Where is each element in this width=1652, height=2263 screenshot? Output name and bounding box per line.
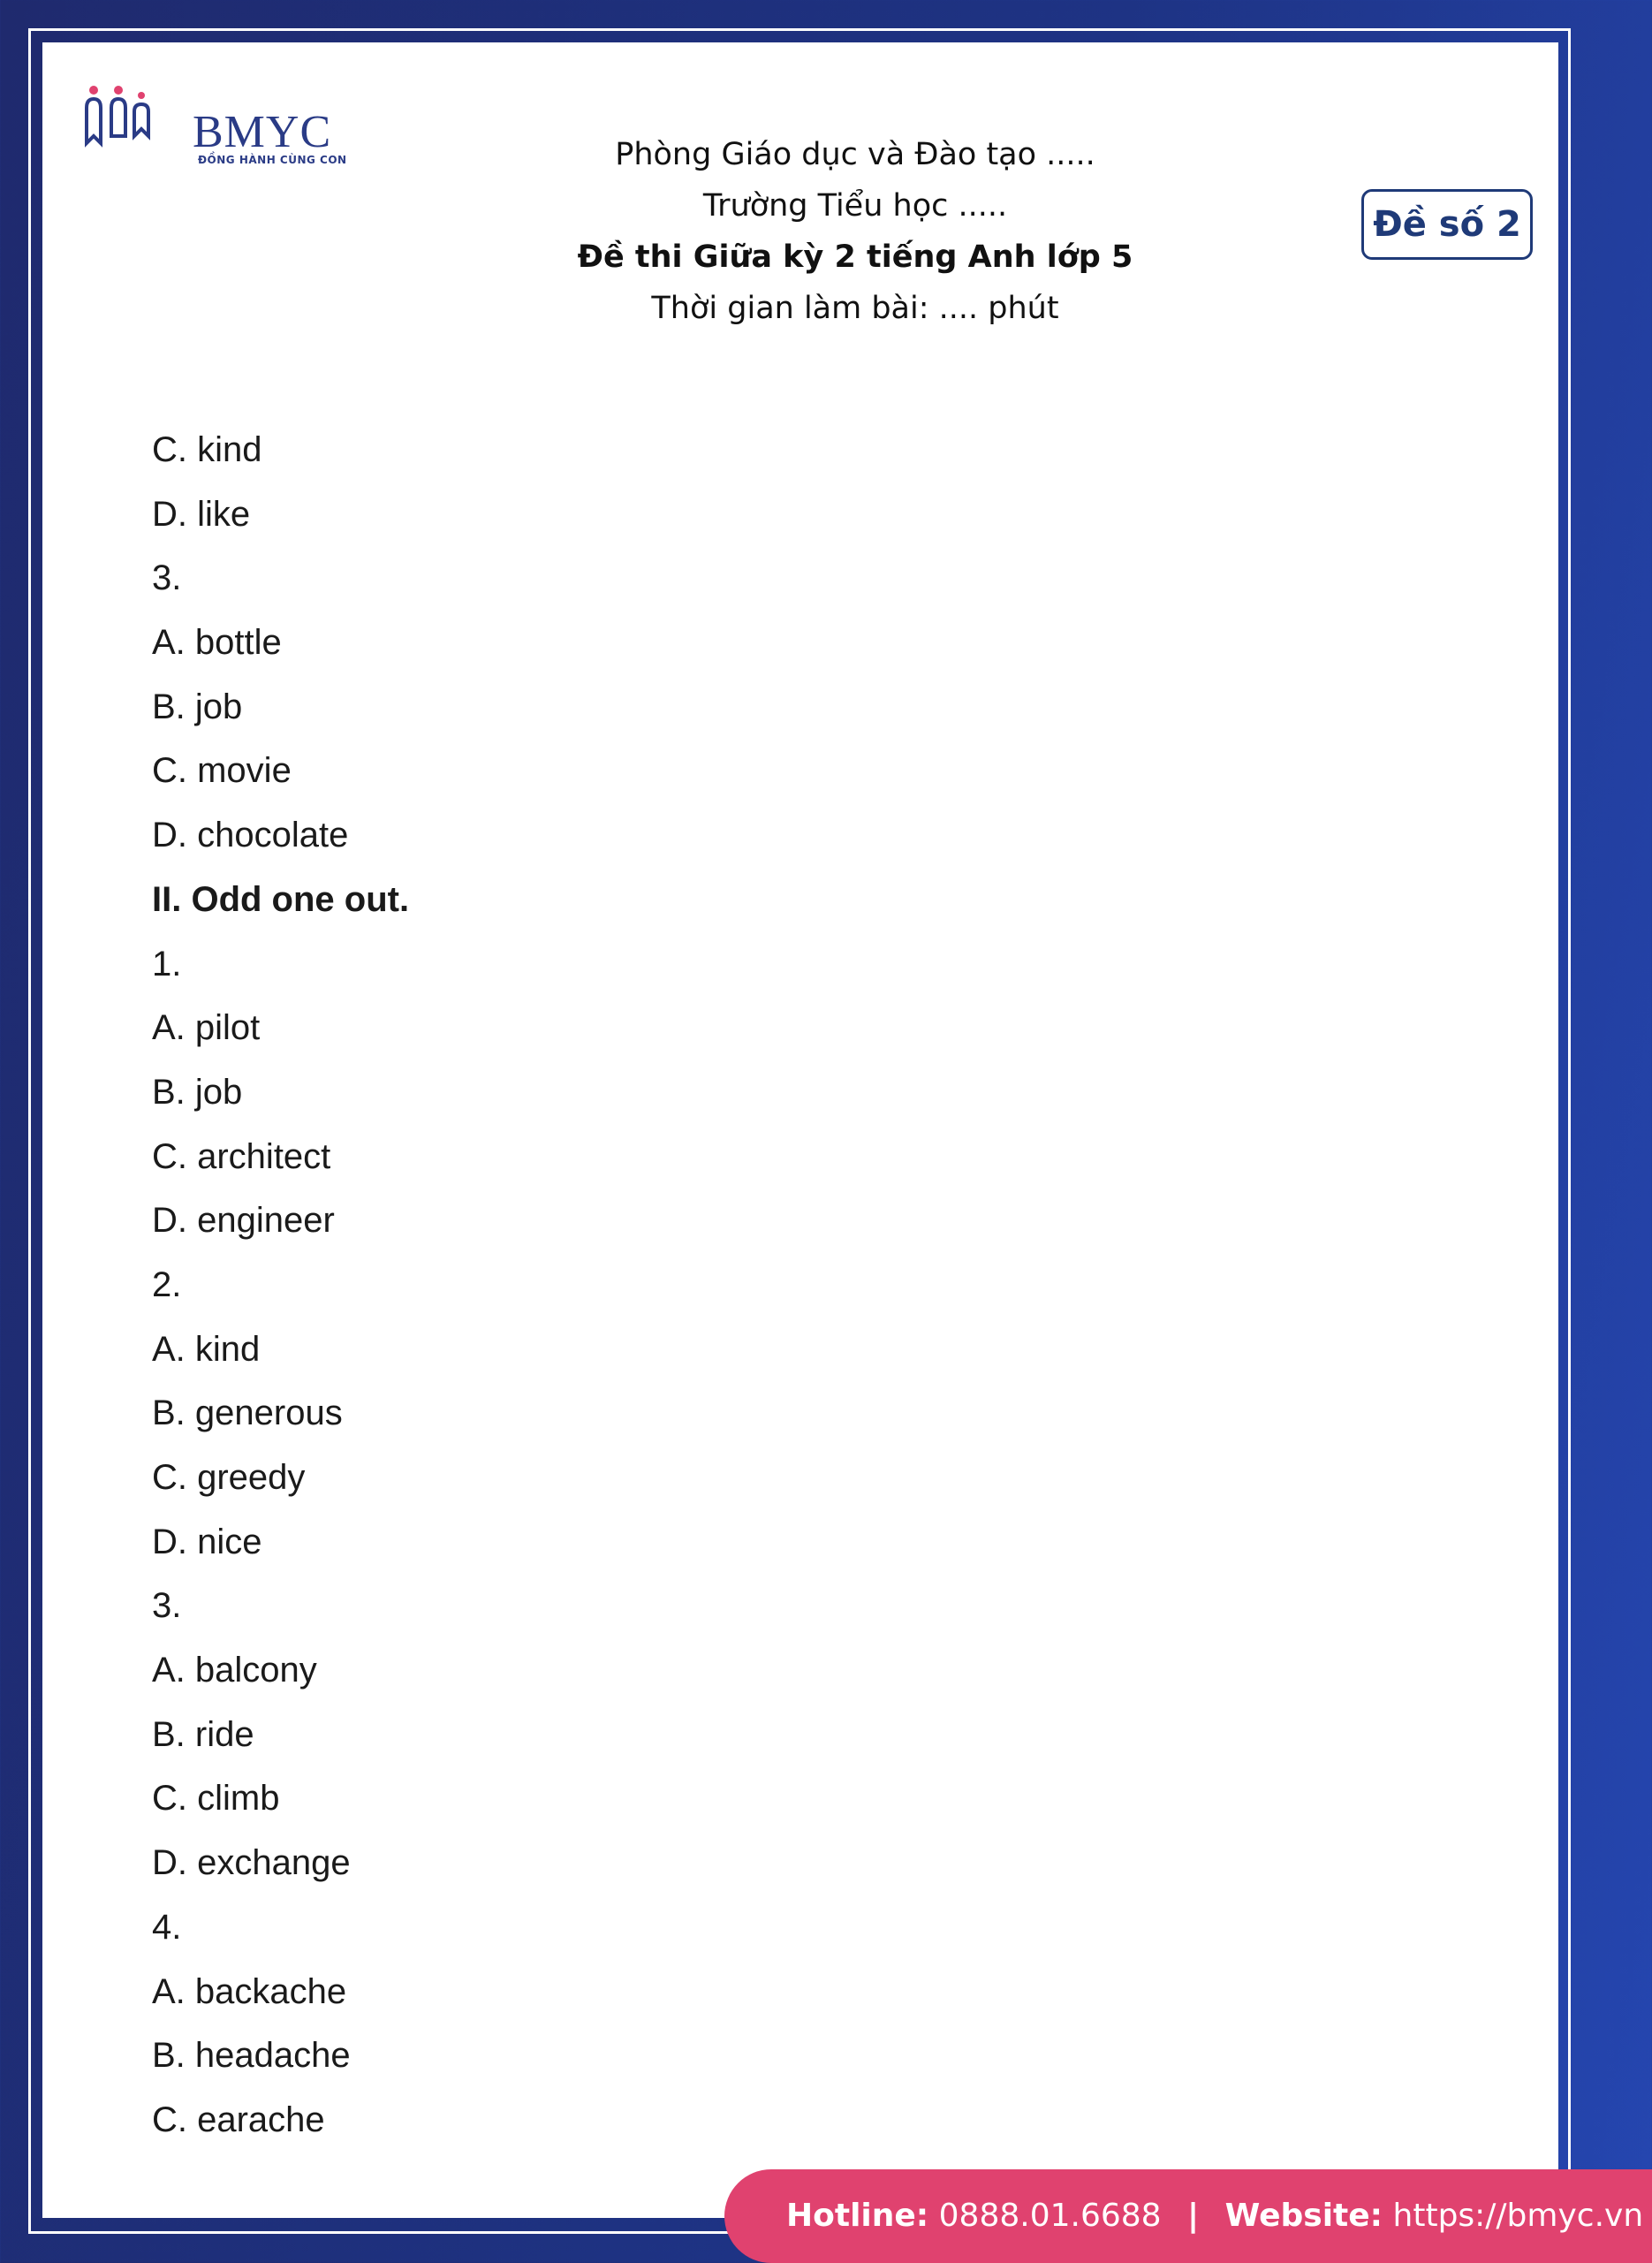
exam-number-badge: Đề số 2	[1361, 189, 1533, 260]
content-line: D. chocolate	[152, 816, 349, 855]
content-line: C. movie	[152, 751, 292, 791]
content-line: A. pilot	[152, 1008, 261, 1048]
content-line: C. kind	[152, 430, 262, 469]
content-line: A. balcony	[152, 1651, 317, 1690]
content-line: D. engineer	[152, 1201, 335, 1241]
question-number: 3.	[152, 1586, 182, 1626]
content-line: B. job	[152, 1072, 243, 1112]
question-number: 2.	[152, 1264, 182, 1304]
question-number: 3.	[152, 558, 182, 598]
content-line: D. nice	[152, 1522, 262, 1561]
content-line: B. headache	[152, 2036, 351, 2076]
bmyc-logo	[80, 72, 347, 166]
exam-header	[413, 129, 1297, 334]
question-number: 1.	[152, 944, 182, 983]
content-line: B. ride	[152, 1714, 254, 1754]
content-line: D. like	[152, 494, 251, 534]
header-department: Phòng Giáo dục và Đào tạo .....	[615, 137, 1095, 172]
section-heading: II. Odd one out.	[152, 879, 410, 919]
content-line: C. climb	[152, 1779, 280, 1819]
content-line: B. job	[152, 687, 243, 726]
family-logo-icon	[80, 72, 194, 152]
hotline-value[interactable]: 0888.01.6688	[938, 2198, 1162, 2234]
logo-tagline: ĐỒNG HÀNH CÙNG CON	[198, 154, 347, 166]
footer-contact-text	[786, 2169, 1643, 2263]
content-line: C. architect	[152, 1136, 331, 1176]
content-line: A. bottle	[152, 623, 282, 663]
footer-separator: |	[1187, 2198, 1200, 2234]
content-line: A. kind	[152, 1329, 261, 1369]
question-number: 4.	[152, 1907, 182, 1947]
logo-text: BMYC	[193, 107, 332, 157]
header-duration: Thời gian làm bài: .... phút	[651, 291, 1059, 326]
hotline-label: Hotline:	[786, 2198, 929, 2234]
footer-contact-bar	[724, 2169, 1652, 2263]
content-line: C. greedy	[152, 1458, 306, 1497]
content-line: A. backache	[152, 1971, 347, 2011]
content-line: B. generous	[152, 1393, 343, 1433]
exam-content	[152, 418, 409, 2153]
header-school: Trường Tiểu học .....	[702, 188, 1008, 224]
website-label: Website:	[1224, 2198, 1383, 2234]
website-link[interactable]: https://bmyc.vn	[1392, 2198, 1644, 2234]
document-page	[42, 42, 1558, 2218]
content-line: D. exchange	[152, 1843, 351, 1883]
header-exam-title: Đề thi Giữa kỳ 2 tiếng Anh lớp 5	[577, 239, 1133, 275]
content-line: C. earache	[152, 2100, 325, 2139]
